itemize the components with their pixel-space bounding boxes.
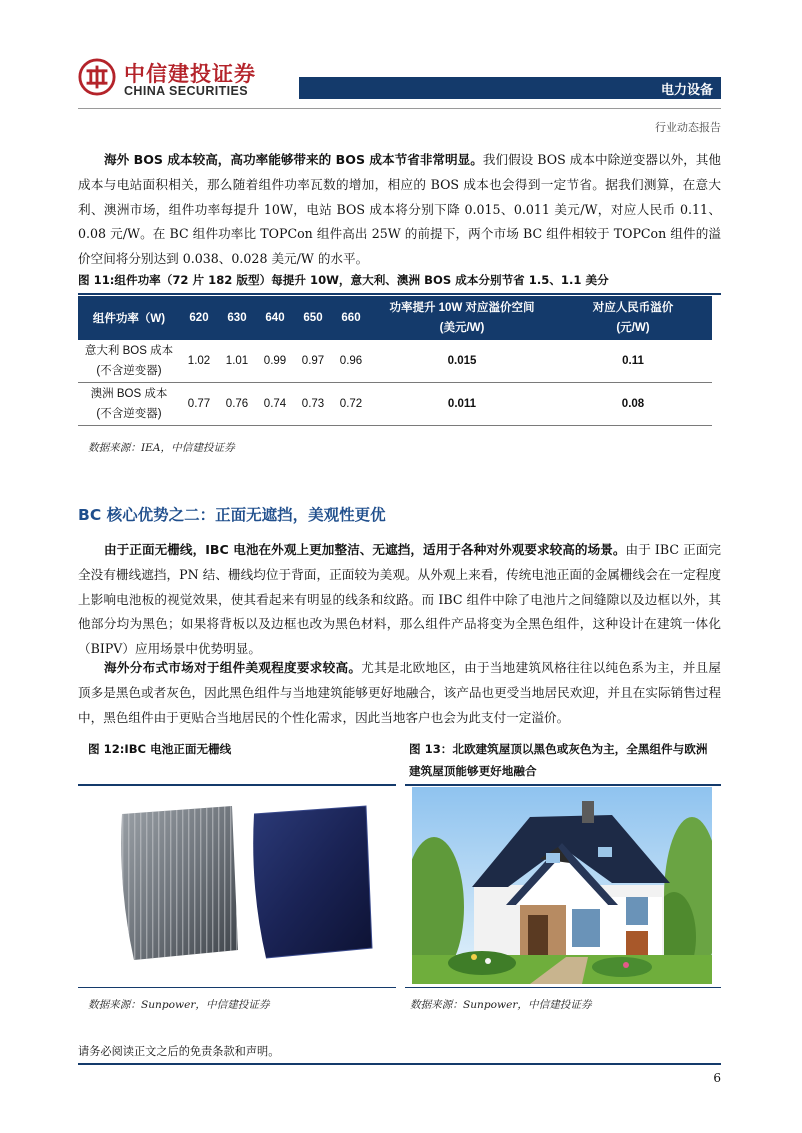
figure-12-top-rule (78, 784, 396, 786)
paragraph-ibc-appearance (78, 538, 721, 662)
china-securities-logo-icon (78, 58, 116, 96)
table-cell: 1.01 (218, 340, 256, 383)
figure-13-bottom-rule (405, 987, 721, 988)
table-cell: 0.72 (332, 383, 370, 426)
row-label-australia (78, 383, 180, 426)
figure-11-top-rule (78, 293, 721, 295)
table-cell: 0.99 (256, 340, 294, 383)
figure-12-source: 数据来源：Sunpower，中信建投证券 (88, 999, 270, 1011)
figure-13-top-rule (405, 784, 721, 786)
house-photo (412, 787, 712, 984)
header-power-640: 640 (256, 296, 294, 340)
table-cell: 0.96 (332, 340, 370, 383)
figure-11-source: 数据来源：IEA，中信建投证券 (88, 442, 235, 454)
figure-12-title: 图 12:IBC 电池正面无栅线 (88, 742, 232, 756)
paragraph-ibc-appearance-lead: 由于正面无栅线，IBC 电池在外观上更加整洁、无遮挡，适用于各种对外观要求较高的场景。 (104, 542, 626, 557)
table-header-row (78, 296, 712, 340)
row-label-italy-line2: (不含逆变器) (96, 365, 162, 377)
table-cell: 1.02 (180, 340, 218, 383)
paragraph-bos-cost-body: 我们假设 BOS 成本中除逆变器以外，其他成本与电站面积相关，那么随着组件功率瓦数的增加，相应的 BOS 成本也会得到一定节省。据我们测算，在意大利、澳洲市场，组件功率每提升 10W，电站 BOS 成本将分别下降 0.015、0.011 美元/W，对应人民币 0.11、0.08 元/W。在 BC 组件功率比 TOPCon 组件高出 25W 的前提下，两个市场 BC 组件相较于 TOPCon 组件的溢价空间将分别达到 0.038、0.028 美元/W 的水平。 (78, 152, 721, 267)
header-premium-rmb-line1: 对应人民币溢价 (592, 302, 674, 314)
header-power-660: 660 (332, 296, 370, 340)
paragraph-overseas-market-body: 尤其是北欧地区，由于当地建筑风格往往以纯色系为主，并且屋顶多是黑色或者灰色，因此黑色组件与当地建筑能够更好地融合，该产品也更受当地居民欢迎，并且在实际销售过程中，黑色组件由于更贴合当地居民的个性化需求，因此当地客户也会为此支付一定溢价。 (78, 660, 722, 725)
header-divider (78, 108, 721, 109)
table-cell-premium: 0.011 (370, 383, 554, 426)
industry-label: 电力设备 (660, 83, 713, 98)
table-cell: 0.73 (294, 383, 332, 426)
ibc-cell-photo (104, 800, 384, 970)
industry-banner (299, 77, 721, 99)
table-cell: 0.76 (218, 383, 256, 426)
figure-12-bottom-rule (78, 987, 396, 988)
table-cell-rmb: 0.11 (554, 340, 712, 383)
row-label-italy-line1: 意大利 BOS 成本 (84, 345, 174, 357)
section-heading: BC 核心优势之二：正面无遮挡，美观性更优 (78, 506, 386, 524)
paragraph-overseas-market (78, 656, 721, 730)
footer-divider (78, 1063, 721, 1065)
report-type: 行业动态报告 (655, 121, 721, 134)
row-label-australia-line2: (不含逆变器) (96, 408, 162, 420)
table-cell: 0.77 (180, 383, 218, 426)
paragraph-overseas-market-lead: 海外分布式市场对于组件美观程度要求较高。 (104, 660, 362, 675)
figure-13-source: 数据来源：Sunpower，中信建投证券 (410, 999, 592, 1011)
header-module-power: 组件功率（W) (78, 296, 180, 340)
row-label-australia-line1: 澳洲 BOS 成本 (90, 388, 168, 400)
paragraph-bos-cost (78, 148, 721, 272)
page-number: 6 (713, 1071, 721, 1085)
header-power-650: 650 (294, 296, 332, 340)
table-row (78, 383, 712, 426)
header-power-620: 620 (180, 296, 218, 340)
header-premium-rmb-line2: (元/W) (616, 322, 650, 334)
figure-13-title-line1: 图 13：北欧建筑屋顶以黑色或灰色为主，全黑组件与欧洲 (409, 742, 708, 756)
header-premium-usd-line1: 功率提升 10W 对应溢价空间 (389, 302, 535, 314)
figure-11-title: 图 11:组件功率（72 片 182 版型）每提升 10W，意大利、澳洲 BOS 成本分别节省 1.5、1.1 美分 (78, 273, 609, 287)
paragraph-ibc-appearance-body: 由于 IBC 正面完全没有栅线遮挡，PN 结、栅线均位于背面，正面较为美观。从外观上来看，传统电池正面的金属栅线会在一定程度上影响电池板的视觉效果，使其看起来有明显的线条和纹路。而 IBC 组件中除了电池片之间缝隙以及边框以外，其他部分均为黑色；如果将背板以及边框也改为黑色材料，那么组件产品将变为全黑色组件，这种设计在建筑一体化（BIPV）应用场景中优势明显。 (78, 542, 721, 657)
header-premium-rmb (554, 296, 712, 340)
figure-13-title-line2: 建筑屋顶能够更好地融合 (409, 764, 537, 778)
table-cell-premium: 0.015 (370, 340, 554, 383)
disclaimer: 请务必阅读正文之后的免责条款和声明。 (78, 1045, 280, 1058)
table-row (78, 340, 712, 383)
header-power-630: 630 (218, 296, 256, 340)
row-label-italy (78, 340, 180, 383)
table-cell-rmb: 0.08 (554, 383, 712, 426)
figure-13-title (409, 738, 721, 782)
paragraph-bos-cost-lead: 海外 BOS 成本较高，高功率能够带来的 BOS 成本节省非常明显。 (104, 152, 483, 167)
header-premium-usd (370, 296, 554, 340)
table-cell: 0.74 (256, 383, 294, 426)
logo-english-name: CHINA SECURITIES (124, 84, 249, 98)
logo-chinese-name: 中信建投证券 (124, 62, 256, 86)
header-premium-usd-line2: (美元/W) (439, 322, 485, 334)
table-cell: 0.97 (294, 340, 332, 383)
bos-cost-table (78, 296, 712, 426)
